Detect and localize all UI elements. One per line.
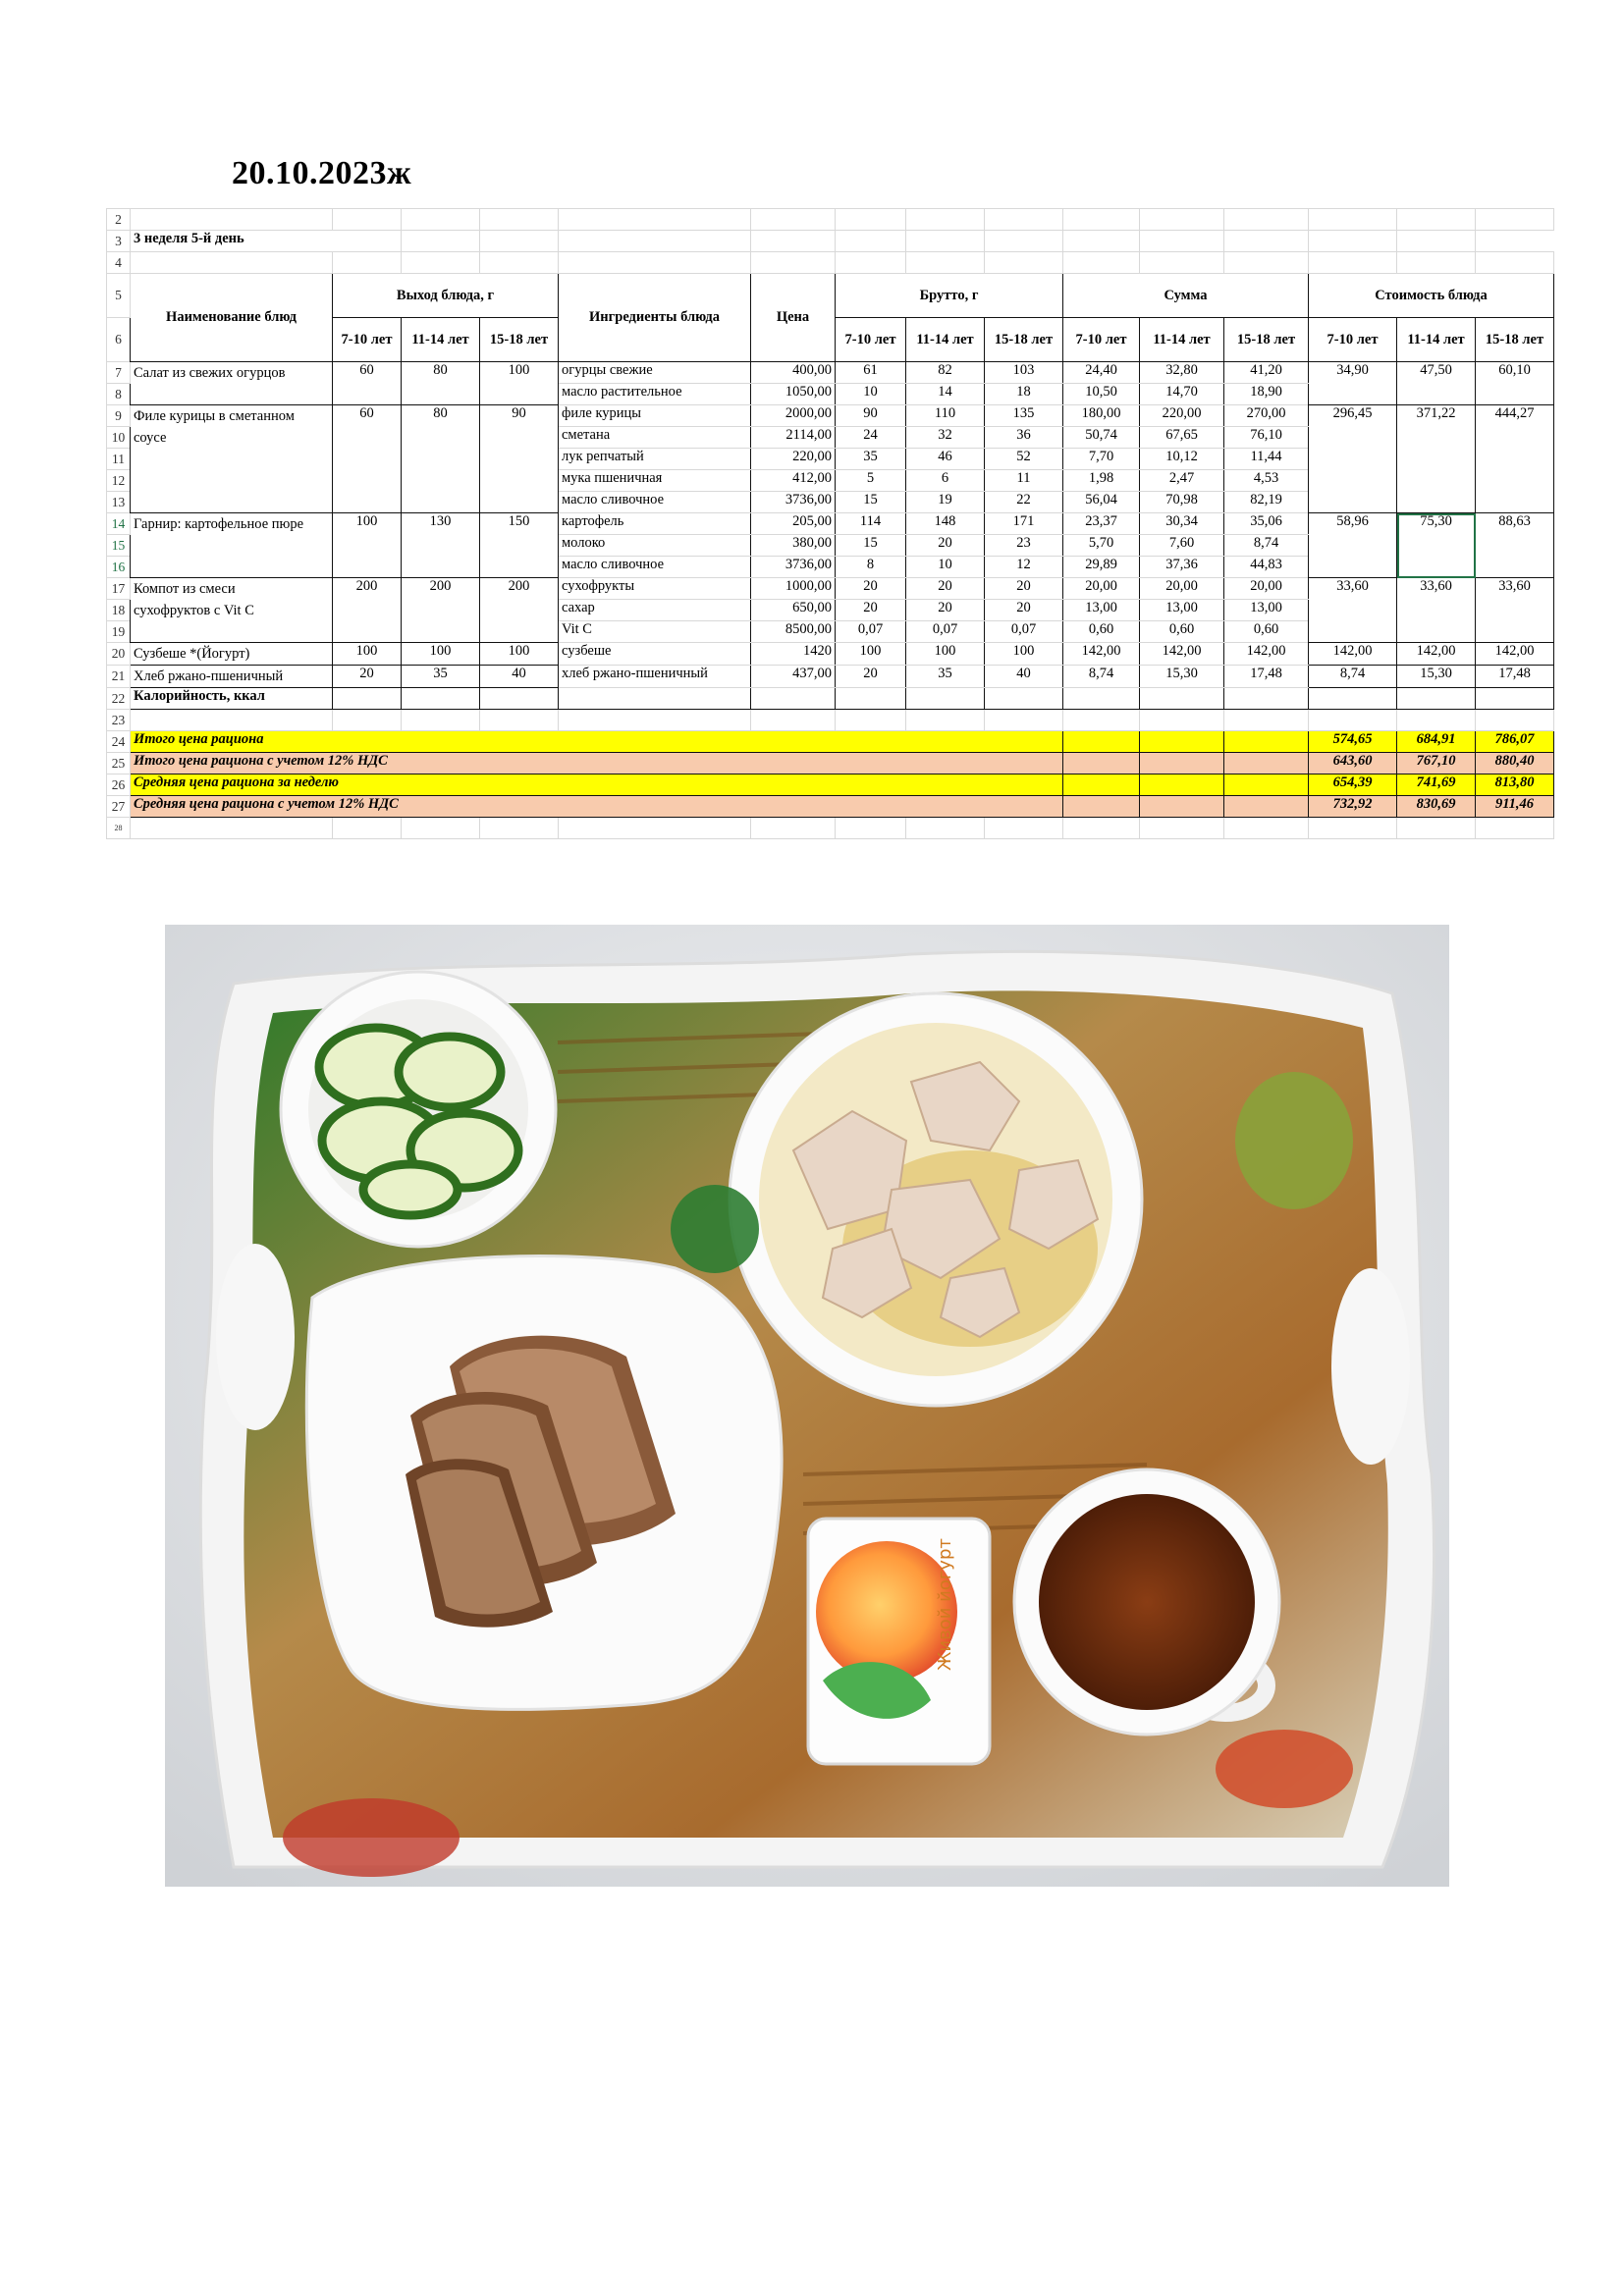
output-value: 20 — [333, 666, 402, 688]
total-sum-empty — [1063, 753, 1140, 774]
ingredient-row — [107, 666, 1554, 688]
ingredient-name: Vit C — [559, 621, 751, 643]
dish-name — [131, 405, 333, 513]
header-dish-name: Наименование блюд — [131, 274, 333, 362]
sum-value: 67,65 — [1140, 427, 1224, 449]
row-number: 16 — [107, 557, 131, 578]
dish-name-line: Компот из смеси — [134, 581, 236, 597]
cost-value: 8,74 — [1309, 666, 1397, 688]
sum-value: 50,74 — [1063, 427, 1140, 449]
sum-value: 20,00 — [1224, 578, 1309, 600]
sum-value: 7,60 — [1140, 535, 1224, 557]
total-value: 741,69 — [1397, 774, 1476, 796]
output-value: 80 — [402, 362, 480, 405]
output-value: 100 — [402, 643, 480, 666]
row-number: 20 — [107, 643, 131, 666]
row-number: 18 — [107, 600, 131, 621]
price-value: 2114,00 — [751, 427, 836, 449]
calories-label: Калорийность, ккал — [131, 688, 333, 710]
ingredient-name: масло сливочное — [559, 492, 751, 513]
cost-value: 60,10 — [1476, 362, 1554, 405]
sum-value: 8,74 — [1063, 666, 1140, 688]
sum-value: 20,00 — [1140, 578, 1224, 600]
ingredient-name: мука пшеничная — [559, 470, 751, 492]
menu-spreadsheet — [106, 208, 1547, 839]
age-header: 15-18 лет — [1224, 318, 1309, 362]
price-value: 1050,00 — [751, 384, 836, 405]
brutto-value: 61 — [836, 362, 906, 384]
age-header: 7-10 лет — [1309, 318, 1397, 362]
row-number: 8 — [107, 384, 131, 405]
output-value: 80 — [402, 405, 480, 513]
brutto-value: 100 — [985, 643, 1063, 666]
row-number: 9 — [107, 405, 131, 427]
brutto-value: 100 — [836, 643, 906, 666]
brutto-value: 11 — [985, 470, 1063, 492]
brutto-value: 103 — [985, 362, 1063, 384]
cost-value: 371,22 — [1397, 405, 1476, 513]
cost-value: 142,00 — [1476, 643, 1554, 666]
cost-value: 15,30 — [1397, 666, 1476, 688]
row-number: 4 — [107, 252, 131, 274]
total-value: 813,80 — [1476, 774, 1554, 796]
brutto-value: 110 — [906, 405, 985, 427]
total-value: 732,92 — [1309, 796, 1397, 818]
brutto-value: 20 — [906, 535, 985, 557]
price-value: 380,00 — [751, 535, 836, 557]
total-sum-empty — [1224, 774, 1309, 796]
ingredient-row — [107, 578, 1554, 600]
brutto-value: 19 — [906, 492, 985, 513]
output-value: 130 — [402, 513, 480, 578]
price-value: 437,00 — [751, 666, 836, 688]
total-value: 654,39 — [1309, 774, 1397, 796]
sum-value: 20,00 — [1063, 578, 1140, 600]
age-header: 7-10 лет — [333, 318, 402, 362]
total-label: Средняя цена рациона за неделю — [131, 774, 1063, 796]
sum-value: 220,00 — [1140, 405, 1224, 427]
cost-value: 34,90 — [1309, 362, 1397, 405]
cost-value: 296,45 — [1309, 405, 1397, 513]
week-label: 3 неделя 5-й день — [131, 231, 402, 252]
ingredient-row — [107, 643, 1554, 666]
sum-value: 24,40 — [1063, 362, 1140, 384]
sum-value: 0,60 — [1140, 621, 1224, 643]
header-output: Выход блюда, г — [333, 274, 559, 318]
output-value: 200 — [402, 578, 480, 643]
sum-value: 15,30 — [1140, 666, 1224, 688]
brutto-value: 12 — [985, 557, 1063, 578]
ingredient-name: хлеб ржано-пшеничный — [559, 666, 751, 688]
output-value: 100 — [333, 513, 402, 578]
price-value: 412,00 — [751, 470, 836, 492]
dish-name — [131, 578, 333, 643]
price-value: 8500,00 — [751, 621, 836, 643]
row-number: 3 — [107, 231, 131, 252]
brutto-value: 20 — [906, 600, 985, 621]
brutto-value: 135 — [985, 405, 1063, 427]
sum-value: 14,70 — [1140, 384, 1224, 405]
total-value: 830,69 — [1397, 796, 1476, 818]
sum-value: 70,98 — [1140, 492, 1224, 513]
header-brutto: Брутто, г — [836, 274, 1063, 318]
total-sum-empty — [1140, 774, 1224, 796]
price-value: 3736,00 — [751, 557, 836, 578]
cost-value: 75,30 — [1397, 513, 1476, 578]
sum-value: 142,00 — [1224, 643, 1309, 666]
page-title: 20.10.2023ж — [232, 155, 412, 191]
brutto-value: 35 — [906, 666, 985, 688]
price-value: 205,00 — [751, 513, 836, 535]
sum-value: 56,04 — [1063, 492, 1140, 513]
brutto-value: 32 — [906, 427, 985, 449]
brutto-value: 171 — [985, 513, 1063, 535]
meal-photo — [165, 925, 1449, 1887]
total-label: Итого цена рациона — [131, 731, 1063, 753]
output-value: 60 — [333, 362, 402, 405]
brutto-value: 15 — [836, 535, 906, 557]
cost-value: 58,96 — [1309, 513, 1397, 578]
price-value: 220,00 — [751, 449, 836, 470]
price-value: 2000,00 — [751, 405, 836, 427]
brutto-value: 0,07 — [906, 621, 985, 643]
sum-value: 142,00 — [1140, 643, 1224, 666]
ingredient-name: картофель — [559, 513, 751, 535]
dish-name: Сузбеше *(Йогурт) — [131, 643, 333, 666]
ingredient-name: лук репчатый — [559, 449, 751, 470]
total-sum-empty — [1063, 774, 1140, 796]
brutto-value: 5 — [836, 470, 906, 492]
dish-name: Гарнир: картофельное пюре — [131, 513, 333, 578]
sum-value: 180,00 — [1063, 405, 1140, 427]
sum-value: 41,20 — [1224, 362, 1309, 384]
output-value: 200 — [333, 578, 402, 643]
sum-value: 10,12 — [1140, 449, 1224, 470]
brutto-value: 15 — [836, 492, 906, 513]
sum-value: 142,00 — [1063, 643, 1140, 666]
brutto-value: 46 — [906, 449, 985, 470]
total-value: 574,65 — [1309, 731, 1397, 753]
ingredient-name: сухофрукты — [559, 578, 751, 600]
cost-value: 47,50 — [1397, 362, 1476, 405]
sum-value: 4,53 — [1224, 470, 1309, 492]
age-header: 11-14 лет — [402, 318, 480, 362]
row-number: 14 — [107, 513, 131, 535]
brutto-value: 40 — [985, 666, 1063, 688]
brutto-value: 90 — [836, 405, 906, 427]
ingredient-name: молоко — [559, 535, 751, 557]
row-number: 21 — [107, 666, 131, 688]
brutto-value: 10 — [906, 557, 985, 578]
age-header: 15-18 лет — [985, 318, 1063, 362]
cost-value: 33,60 — [1476, 578, 1554, 643]
brutto-value: 100 — [906, 643, 985, 666]
sum-value: 44,83 — [1224, 557, 1309, 578]
total-label: Средняя цена рациона с учетом 12% НДС — [131, 796, 1063, 818]
row-number: 5 — [107, 274, 131, 318]
total-value: 767,10 — [1397, 753, 1476, 774]
total-value: 643,60 — [1309, 753, 1397, 774]
sum-value: 13,00 — [1140, 600, 1224, 621]
brutto-value: 18 — [985, 384, 1063, 405]
price-value: 1000,00 — [751, 578, 836, 600]
age-header: 15-18 лет — [1476, 318, 1554, 362]
row-number: 25 — [107, 753, 131, 774]
brutto-value: 36 — [985, 427, 1063, 449]
sum-value: 35,06 — [1224, 513, 1309, 535]
price-value: 1420 — [751, 643, 836, 666]
ingredient-name: филе курицы — [559, 405, 751, 427]
total-sum-empty — [1063, 796, 1140, 818]
age-header: 11-14 лет — [1397, 318, 1476, 362]
brutto-value: 14 — [906, 384, 985, 405]
output-value: 35 — [402, 666, 480, 688]
brutto-value: 20 — [836, 600, 906, 621]
brutto-value: 20 — [836, 578, 906, 600]
total-value: 880,40 — [1476, 753, 1554, 774]
sum-value: 17,48 — [1224, 666, 1309, 688]
sum-value: 76,10 — [1224, 427, 1309, 449]
ingredient-name: сахар — [559, 600, 751, 621]
row-number: 28 — [107, 818, 131, 839]
row-number: 22 — [107, 688, 131, 710]
sum-value: 1,98 — [1063, 470, 1140, 492]
cost-value: 33,60 — [1397, 578, 1476, 643]
total-row — [107, 731, 1554, 753]
brutto-value: 0,07 — [985, 621, 1063, 643]
total-sum-empty — [1140, 796, 1224, 818]
cost-value: 142,00 — [1309, 643, 1397, 666]
cost-value: 444,27 — [1476, 405, 1554, 513]
cost-value: 88,63 — [1476, 513, 1554, 578]
sum-value: 10,50 — [1063, 384, 1140, 405]
price-value: 400,00 — [751, 362, 836, 384]
row-number: 19 — [107, 621, 131, 643]
brutto-value: 20 — [985, 578, 1063, 600]
ingredient-row — [107, 362, 1554, 384]
total-value: 911,46 — [1476, 796, 1554, 818]
total-row — [107, 774, 1554, 796]
sum-value: 32,80 — [1140, 362, 1224, 384]
header-cost: Стоимость блюда — [1309, 274, 1554, 318]
brutto-value: 23 — [985, 535, 1063, 557]
sum-value: 5,70 — [1063, 535, 1140, 557]
total-value: 684,91 — [1397, 731, 1476, 753]
age-header: 7-10 лет — [1063, 318, 1140, 362]
ingredient-name: масло растительное — [559, 384, 751, 405]
row-number: 24 — [107, 731, 131, 753]
total-row — [107, 753, 1554, 774]
sum-value: 82,19 — [1224, 492, 1309, 513]
total-sum-empty — [1063, 731, 1140, 753]
ingredient-name: сметана — [559, 427, 751, 449]
header-price: Цена — [751, 274, 836, 362]
total-sum-empty — [1140, 731, 1224, 753]
sum-value: 11,44 — [1224, 449, 1309, 470]
brutto-value: 114 — [836, 513, 906, 535]
row-number: 2 — [107, 209, 131, 231]
age-header: 11-14 лет — [906, 318, 985, 362]
row-number: 10 — [107, 427, 131, 449]
brutto-value: 22 — [985, 492, 1063, 513]
row-number: 13 — [107, 492, 131, 513]
row-number: 12 — [107, 470, 131, 492]
output-value: 100 — [480, 362, 559, 405]
brutto-value: 20 — [985, 600, 1063, 621]
row-number: 7 — [107, 362, 131, 384]
ingredient-row — [107, 513, 1554, 535]
total-sum-empty — [1140, 753, 1224, 774]
sum-value: 18,90 — [1224, 384, 1309, 405]
age-header: 11-14 лет — [1140, 318, 1224, 362]
header-ingredients: Ингредиенты блюда — [559, 274, 751, 362]
brutto-value: 10 — [836, 384, 906, 405]
cost-value: 17,48 — [1476, 666, 1554, 688]
row-number: 26 — [107, 774, 131, 796]
total-value: 786,07 — [1476, 731, 1554, 753]
sum-value: 13,00 — [1224, 600, 1309, 621]
sum-value: 29,89 — [1063, 557, 1140, 578]
dish-name-line: соусе — [134, 430, 167, 446]
total-sum-empty — [1224, 731, 1309, 753]
ingredient-name: сузбеше — [559, 643, 751, 666]
brutto-value: 82 — [906, 362, 985, 384]
brutto-value: 8 — [836, 557, 906, 578]
age-header: 7-10 лет — [836, 318, 906, 362]
cost-value: 142,00 — [1397, 643, 1476, 666]
brutto-value: 52 — [985, 449, 1063, 470]
sum-value: 37,36 — [1140, 557, 1224, 578]
row-number: 23 — [107, 710, 131, 731]
output-value: 150 — [480, 513, 559, 578]
dish-name-line: сухофруктов с Vit C — [134, 603, 254, 618]
row-number: 6 — [107, 318, 131, 362]
total-sum-empty — [1224, 753, 1309, 774]
sum-value: 7,70 — [1063, 449, 1140, 470]
ingredient-name: масло сливочное — [559, 557, 751, 578]
meal-tray-illustration — [165, 925, 1449, 1887]
total-row — [107, 796, 1554, 818]
brutto-value: 20 — [906, 578, 985, 600]
sum-value: 23,37 — [1063, 513, 1140, 535]
dish-name: Салат из свежих огурцов — [131, 362, 333, 405]
sum-value: 270,00 — [1224, 405, 1309, 427]
brutto-value: 35 — [836, 449, 906, 470]
price-value: 650,00 — [751, 600, 836, 621]
sum-value: 8,74 — [1224, 535, 1309, 557]
output-value: 40 — [480, 666, 559, 688]
output-value: 90 — [480, 405, 559, 513]
brutto-value: 6 — [906, 470, 985, 492]
output-value: 100 — [333, 643, 402, 666]
sum-value: 30,34 — [1140, 513, 1224, 535]
brutto-value: 0,07 — [836, 621, 906, 643]
brutto-value: 148 — [906, 513, 985, 535]
brutto-value: 20 — [836, 666, 906, 688]
ingredient-name: огурцы свежие — [559, 362, 751, 384]
brutto-value: 24 — [836, 427, 906, 449]
sum-value: 2,47 — [1140, 470, 1224, 492]
sum-value: 13,00 — [1063, 600, 1140, 621]
dish-name: Хлеб ржано-пшеничный — [131, 666, 333, 688]
age-header: 15-18 лет — [480, 318, 559, 362]
total-label: Итого цена рациона с учетом 12% НДС — [131, 753, 1063, 774]
dish-name-line: Филе курицы в сметанном — [134, 408, 295, 424]
row-number: 11 — [107, 449, 131, 470]
cost-value: 33,60 — [1309, 578, 1397, 643]
menu-table — [106, 208, 1554, 839]
row-number: 27 — [107, 796, 131, 818]
header-sum: Сумма — [1063, 274, 1309, 318]
price-value: 3736,00 — [751, 492, 836, 513]
total-sum-empty — [1224, 796, 1309, 818]
ingredient-row — [107, 405, 1554, 427]
sum-value: 0,60 — [1224, 621, 1309, 643]
yogurt-label: Живой йогурт — [935, 1538, 955, 1671]
output-value: 60 — [333, 405, 402, 513]
output-value: 100 — [480, 643, 559, 666]
row-number: 15 — [107, 535, 131, 557]
row-number: 17 — [107, 578, 131, 600]
output-value: 200 — [480, 578, 559, 643]
sum-value: 0,60 — [1063, 621, 1140, 643]
